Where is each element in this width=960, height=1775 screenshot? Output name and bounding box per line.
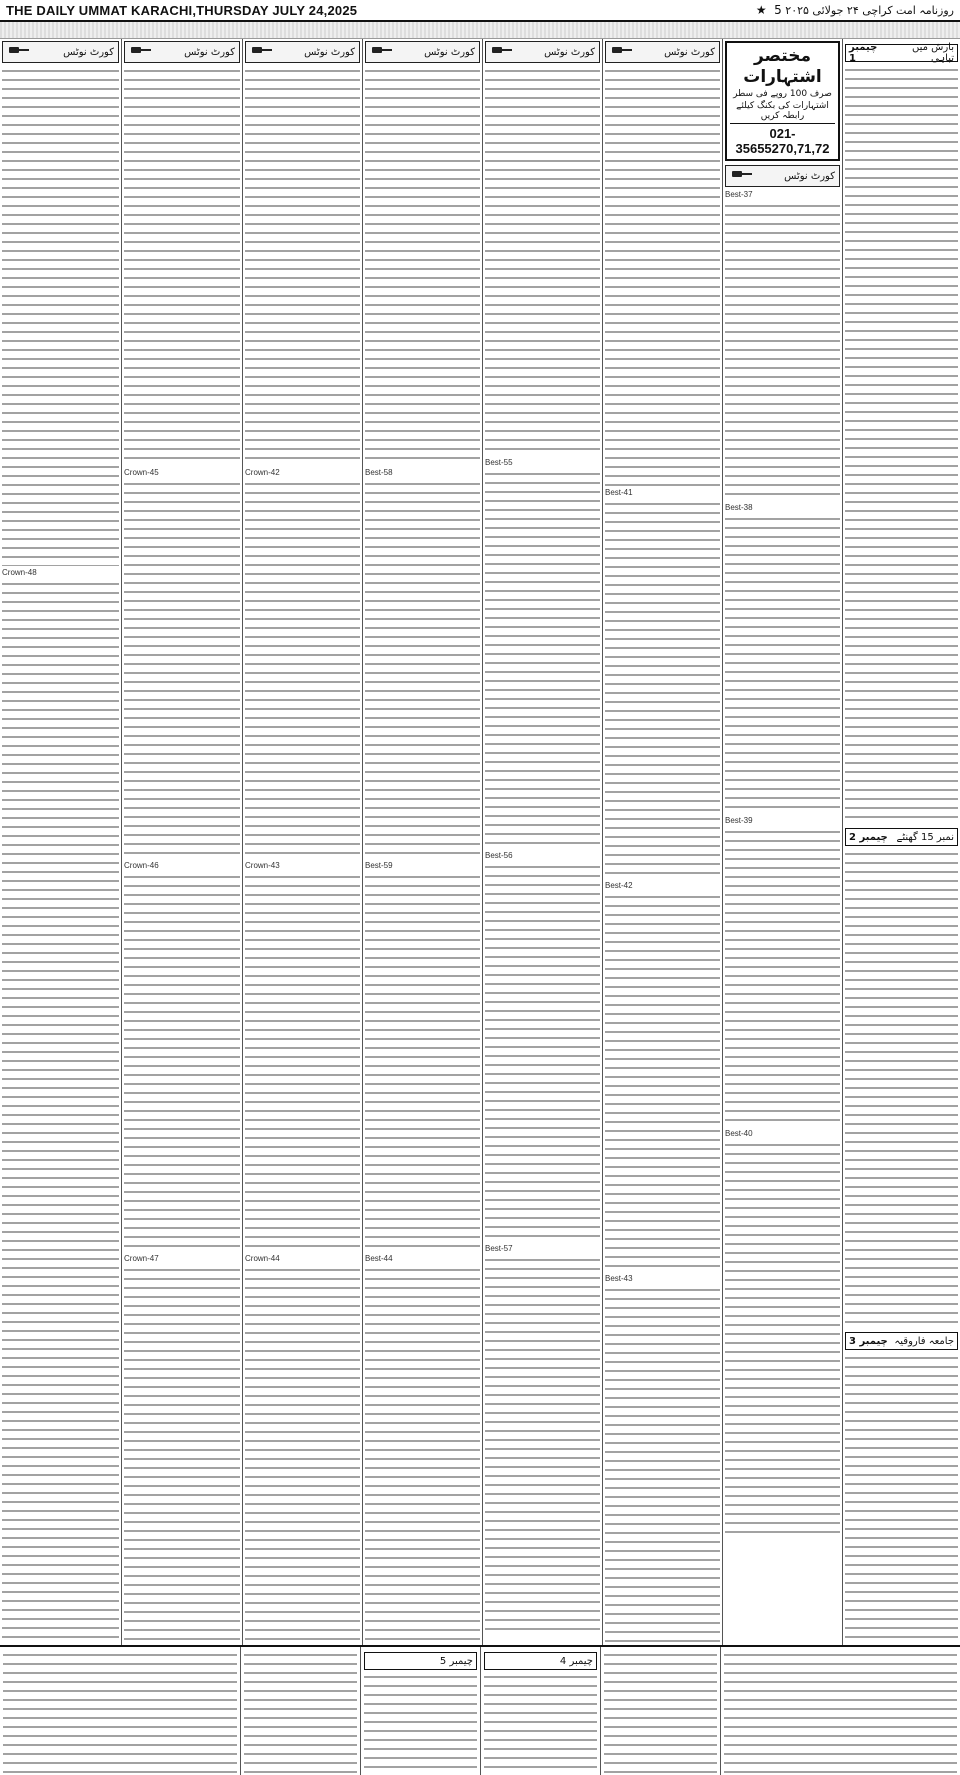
notice-text-block	[244, 1650, 357, 1774]
urdu-title	[752, 3, 954, 17]
notice-text-block	[2, 66, 119, 566]
gavel-icon	[490, 46, 512, 58]
notice-columns	[0, 39, 960, 1645]
notice-text-block	[124, 1265, 240, 1645]
chamber-3-label: چیمبر 3	[849, 1335, 888, 1347]
notice-text-block	[485, 862, 600, 1242]
court-notice-header	[365, 41, 480, 63]
notice-text-block	[725, 827, 840, 1127]
court-notice-label: کورٹ نوٹس	[544, 46, 595, 58]
notice-tag: Crown-43	[245, 861, 280, 870]
gavel-icon	[250, 46, 272, 58]
chamber-3-header	[845, 1332, 958, 1350]
chamber-5-label: چیمبر 5	[439, 1655, 473, 1667]
notice-text-block	[605, 499, 720, 879]
column-3	[602, 39, 722, 1645]
notice-tag: Best-56	[485, 851, 513, 860]
notice-text-block	[725, 1140, 840, 1540]
notice-tag: Crown-46	[124, 861, 159, 870]
notice-text-block	[485, 66, 600, 456]
notice-text-block	[245, 872, 360, 1252]
court-notice-header	[245, 41, 360, 63]
notice-text-block	[725, 514, 840, 814]
ad-phone: 021-35655270,71,72	[730, 123, 835, 156]
notice-text-block	[485, 1255, 600, 1635]
notice-text-block	[485, 469, 600, 849]
footer-column	[600, 1647, 720, 1775]
notice-text-block	[124, 479, 240, 859]
notice-text-block	[604, 1650, 717, 1774]
court-notice-header	[485, 41, 600, 63]
gavel-icon	[370, 46, 392, 58]
masthead	[0, 0, 960, 22]
court-notice-header	[124, 41, 240, 63]
notice-text-block	[2, 579, 119, 1639]
notice-tag: Best-40	[725, 1129, 753, 1138]
gavel-icon	[610, 46, 632, 58]
notice-tag: Best-43	[605, 1274, 633, 1283]
notice-tag: Best-58	[365, 468, 393, 477]
news-text-block	[845, 65, 958, 825]
column-6	[242, 39, 362, 1645]
notice-text-block	[605, 66, 720, 486]
chamber-4-label: چیمبر 4	[559, 1655, 593, 1667]
chamber-4-header	[484, 1652, 597, 1670]
footer-column	[360, 1647, 480, 1775]
notice-text-block	[484, 1672, 597, 1772]
court-notice-label: کورٹ نوٹس	[304, 46, 355, 58]
notice-text-block	[245, 479, 360, 859]
column-8	[0, 39, 121, 1645]
notice-text-block	[365, 1265, 480, 1645]
column-7	[121, 39, 242, 1645]
notice-tag: Crown-42	[245, 468, 280, 477]
classified-ad-box	[725, 41, 840, 161]
notice-tag: Best-44	[365, 1254, 393, 1263]
chamber-3-title: جامعہ فاروقیہ	[894, 1335, 954, 1347]
notice-tag: Best-55	[485, 458, 513, 467]
court-notice-label: کورٹ نوٹس	[424, 46, 475, 58]
notice-text-block	[605, 1285, 720, 1645]
column-5	[362, 39, 482, 1645]
court-notice-header	[605, 41, 720, 63]
notice-tag: Best-37	[725, 190, 753, 199]
ad-rate: صرف 100 روپے فی سطر	[733, 89, 832, 99]
court-notice-header	[2, 41, 119, 63]
chamber-1-header	[845, 44, 958, 62]
notice-text-block	[725, 201, 840, 501]
news-text-block	[845, 849, 958, 1329]
footer-column	[0, 1647, 240, 1775]
column-right	[842, 39, 960, 1645]
notice-text-block	[365, 479, 480, 859]
chamber-2-title: نمبر 15 گھنٹے	[896, 831, 954, 843]
column-2	[722, 39, 842, 1645]
court-notice-header	[725, 165, 840, 187]
notice-tag: Crown-44	[245, 1254, 280, 1263]
notice-text-block	[3, 1650, 237, 1774]
notice-tag: Best-57	[485, 1244, 513, 1253]
court-notice-label: کورٹ نوٹس	[664, 46, 715, 58]
notice-tag: Best-42	[605, 881, 633, 890]
notice-tag: Best-38	[725, 503, 753, 512]
notice-text-block	[364, 1672, 477, 1772]
court-notice-label: کورٹ نوٹس	[184, 46, 235, 58]
notice-text-block	[605, 892, 720, 1272]
chamber-5-header	[364, 1652, 477, 1670]
notice-tag: Crown-48	[2, 568, 37, 577]
court-notice-label: کورٹ نوٹس	[63, 46, 114, 58]
ad-heading: مختصر اشتہارات	[743, 46, 822, 87]
notice-text-block	[124, 66, 240, 466]
notice-text-block	[365, 872, 480, 1252]
footer-column	[720, 1647, 960, 1775]
star-icon: ★	[755, 3, 767, 17]
chamber-2-label: چیمبر 2	[849, 831, 888, 843]
ad-contact: اشتہارات کی بکنگ کیلئے رابطہ کریں	[736, 101, 829, 121]
footer-column	[480, 1647, 600, 1775]
notice-text-block	[245, 66, 360, 466]
urdu-title-text: روزنامہ امت کراچی ۲۴ جولائی ۲۰۲۵	[785, 4, 954, 17]
page-number: 5	[774, 3, 782, 17]
chamber-2-header	[845, 828, 958, 846]
notice-text-block	[365, 66, 480, 466]
gavel-icon	[129, 46, 151, 58]
notice-tag: Best-59	[365, 861, 393, 870]
news-text-block	[845, 1353, 958, 1645]
masthead-rule	[0, 22, 960, 39]
court-notice-label: کورٹ نوٹس	[784, 170, 835, 182]
english-title: THE DAILY UMMAT KARACHI,THURSDAY JULY 24,2025	[6, 2, 358, 18]
column-4	[482, 39, 602, 1645]
chamber-1-title: بارش میں تباہی	[911, 42, 954, 64]
notice-tag: Best-39	[725, 816, 753, 825]
footer-notices	[0, 1645, 960, 1775]
notice-text-block	[124, 872, 240, 1252]
notice-tag: Crown-47	[124, 1254, 159, 1263]
notice-text-block	[724, 1650, 957, 1774]
gavel-icon	[730, 170, 752, 182]
notice-tag: Crown-45	[124, 468, 159, 477]
notice-text-block	[245, 1265, 360, 1645]
gavel-icon	[7, 46, 29, 58]
notice-tag: Best-41	[605, 488, 633, 497]
chamber-1-label: چیمبر 1	[849, 42, 878, 64]
footer-column	[240, 1647, 360, 1775]
